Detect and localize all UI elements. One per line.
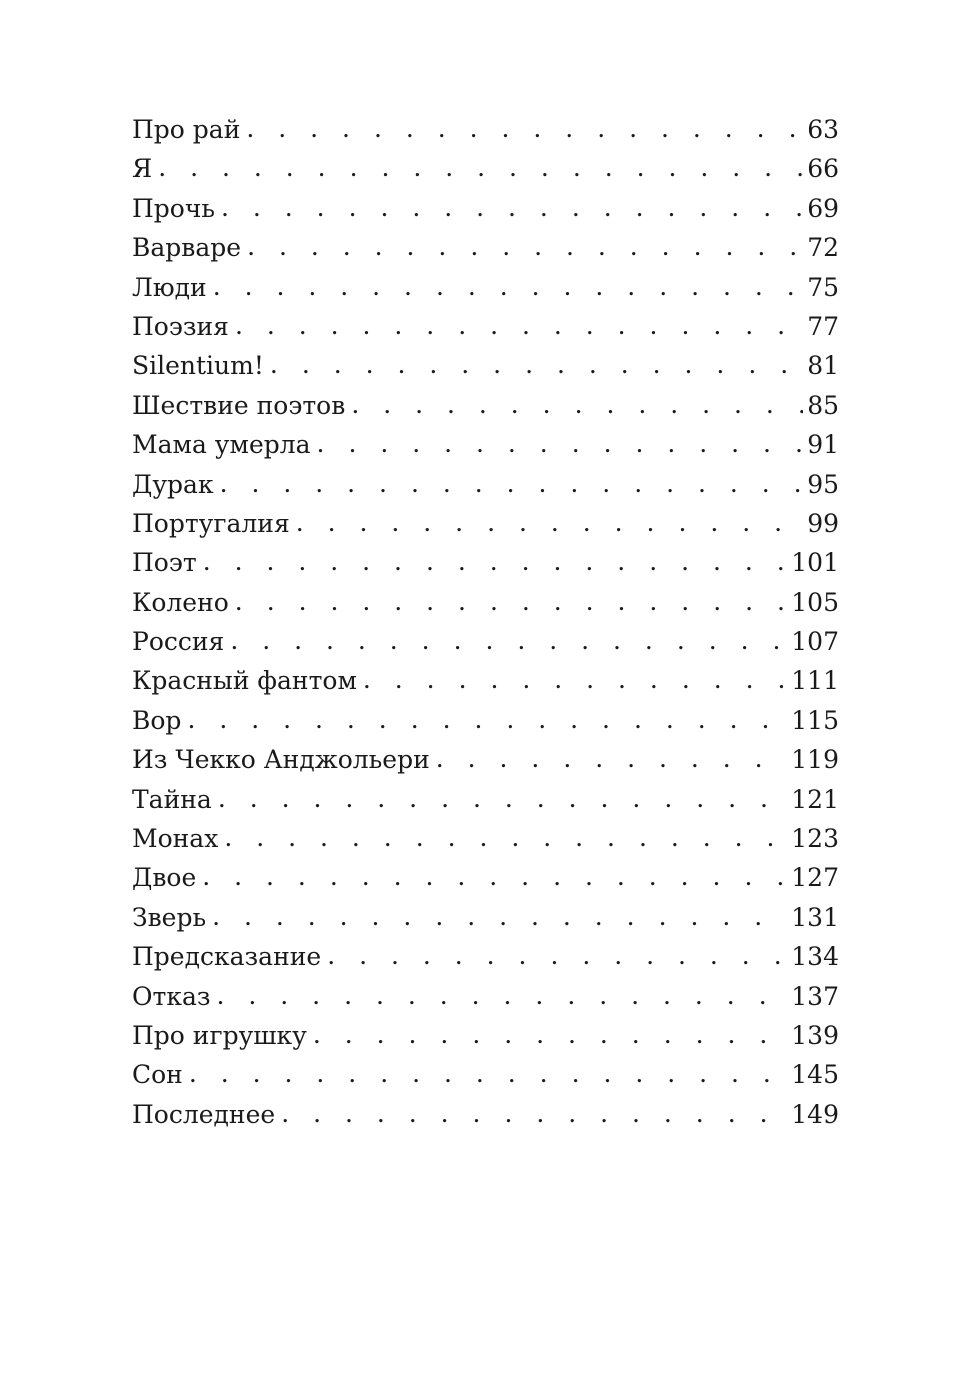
toc-entry-title: Про игрушку xyxy=(132,1020,307,1050)
dot-leader xyxy=(203,542,788,581)
toc-entry-page: 123 xyxy=(791,824,839,854)
dot-leader xyxy=(247,227,803,266)
dot-leader xyxy=(221,188,803,227)
toc-entry-page: 105 xyxy=(791,587,839,617)
toc-entry[interactable] xyxy=(132,977,839,1016)
toc-entry[interactable] xyxy=(132,819,839,858)
toc-entry-page: 91 xyxy=(807,430,839,460)
dot-leader xyxy=(213,267,804,306)
dot-leader xyxy=(235,306,803,345)
toc-entry-page: 145 xyxy=(791,1060,839,1090)
dot-leader xyxy=(327,936,787,975)
toc-entry-title: Шествие поэтов xyxy=(132,390,346,420)
toc-entry[interactable] xyxy=(132,858,839,897)
toc-entry-page: 72 xyxy=(807,233,839,263)
toc-entry[interactable] xyxy=(132,504,839,543)
toc-entry[interactable] xyxy=(132,386,839,425)
toc-entry-page: 119 xyxy=(791,745,839,775)
toc-entry[interactable] xyxy=(132,465,839,504)
toc-entry-title: Колено xyxy=(132,587,229,617)
toc-entry-title: Дурак xyxy=(132,469,214,499)
toc-entry-page: 99 xyxy=(807,508,839,538)
dot-leader xyxy=(220,464,804,503)
toc-entry[interactable] xyxy=(132,228,839,267)
dot-leader xyxy=(187,700,787,739)
toc-entry-title: Вор xyxy=(132,705,182,735)
dot-leader xyxy=(270,345,803,384)
toc-entry-title: Silentium! xyxy=(132,351,264,381)
toc-entry-title: Люди xyxy=(132,272,207,302)
toc-entry-title: Варваре xyxy=(132,233,242,263)
toc-entry[interactable] xyxy=(132,110,839,149)
toc-entry-title: Поэт xyxy=(132,548,197,578)
toc-entry-page: 63 xyxy=(807,115,839,144)
toc-entry-title: Монах xyxy=(132,824,219,854)
toc-entry[interactable] xyxy=(132,346,839,385)
dot-leader xyxy=(217,976,788,1015)
dot-leader xyxy=(230,621,787,660)
dot-leader xyxy=(436,739,788,778)
toc-entry-page: 77 xyxy=(807,311,839,341)
toc-entry[interactable] xyxy=(132,1055,839,1094)
dot-leader xyxy=(363,660,787,699)
toc-entry[interactable] xyxy=(132,661,839,700)
toc-entry[interactable] xyxy=(132,937,839,976)
dot-leader xyxy=(218,779,787,818)
toc-entry-page: 95 xyxy=(807,469,839,499)
toc-entry-page: 69 xyxy=(807,193,839,223)
toc-entry-page: 115 xyxy=(791,705,839,735)
toc-entry[interactable] xyxy=(132,1016,839,1055)
dot-leader xyxy=(313,1015,787,1054)
dot-leader xyxy=(202,857,787,896)
dot-leader xyxy=(246,109,803,148)
dot-leader xyxy=(351,385,803,424)
toc-entry[interactable] xyxy=(132,622,839,661)
toc-entry-page: 131 xyxy=(791,902,839,932)
toc-entry-title: Зверь xyxy=(132,902,207,932)
toc-entry-page: 111 xyxy=(791,666,839,696)
toc-entry-title: Красный фантом xyxy=(132,666,357,696)
toc-entry-title: Двое xyxy=(132,863,197,893)
dot-leader xyxy=(296,503,803,542)
toc-entry[interactable] xyxy=(132,583,839,622)
toc-entry[interactable] xyxy=(132,149,839,188)
dot-leader xyxy=(158,148,803,187)
table-of-contents xyxy=(132,110,839,1134)
dot-leader xyxy=(281,1094,787,1133)
toc-entry-page: 139 xyxy=(791,1020,839,1050)
toc-entry-title: Про рай xyxy=(132,115,241,144)
toc-entry-title: Поэзия xyxy=(132,311,229,341)
toc-entry-title: Прочь xyxy=(132,193,215,223)
toc-entry-page: 107 xyxy=(791,627,839,657)
toc-entry-title: Отказ xyxy=(132,981,211,1011)
toc-entry-title: Из Чекко Анджольери xyxy=(132,745,430,775)
toc-entry-page: 75 xyxy=(807,272,839,302)
toc-entry-title: Россия xyxy=(132,627,225,657)
toc-entry-page: 134 xyxy=(791,942,839,972)
toc-entry-page: 149 xyxy=(791,1099,839,1129)
toc-entry[interactable] xyxy=(132,701,839,740)
toc-entry[interactable] xyxy=(132,543,839,582)
dot-leader xyxy=(224,818,787,857)
toc-entry[interactable] xyxy=(132,268,839,307)
dot-leader xyxy=(189,1054,787,1093)
dot-leader xyxy=(212,897,787,936)
toc-entry-page: 127 xyxy=(791,863,839,893)
dot-leader xyxy=(235,582,787,621)
dot-leader xyxy=(317,424,804,463)
toc-entry-title: Сон xyxy=(132,1060,183,1090)
toc-entry-title: Тайна xyxy=(132,784,212,814)
toc-entry[interactable] xyxy=(132,307,839,346)
toc-entry-title: Последнее xyxy=(132,1099,276,1129)
toc-entry[interactable] xyxy=(132,740,839,779)
toc-entry-page: 101 xyxy=(791,548,839,578)
toc-entry[interactable] xyxy=(132,780,839,819)
toc-entry[interactable] xyxy=(132,898,839,937)
toc-entry-page: 81 xyxy=(807,351,839,381)
toc-entry[interactable] xyxy=(132,1095,839,1134)
toc-entry-page: 66 xyxy=(807,154,839,184)
toc-entry-page: 121 xyxy=(791,784,839,814)
toc-entry-title: Предсказание xyxy=(132,942,322,972)
toc-entry-title: Португалия xyxy=(132,508,290,538)
toc-entry-page: 85 xyxy=(807,390,839,420)
toc-entry-page: 137 xyxy=(791,981,839,1011)
toc-entry-title: Я xyxy=(132,154,153,184)
toc-entry[interactable] xyxy=(132,189,839,228)
toc-entry-title: Мама умерла xyxy=(132,430,311,460)
toc-entry[interactable] xyxy=(132,425,839,464)
